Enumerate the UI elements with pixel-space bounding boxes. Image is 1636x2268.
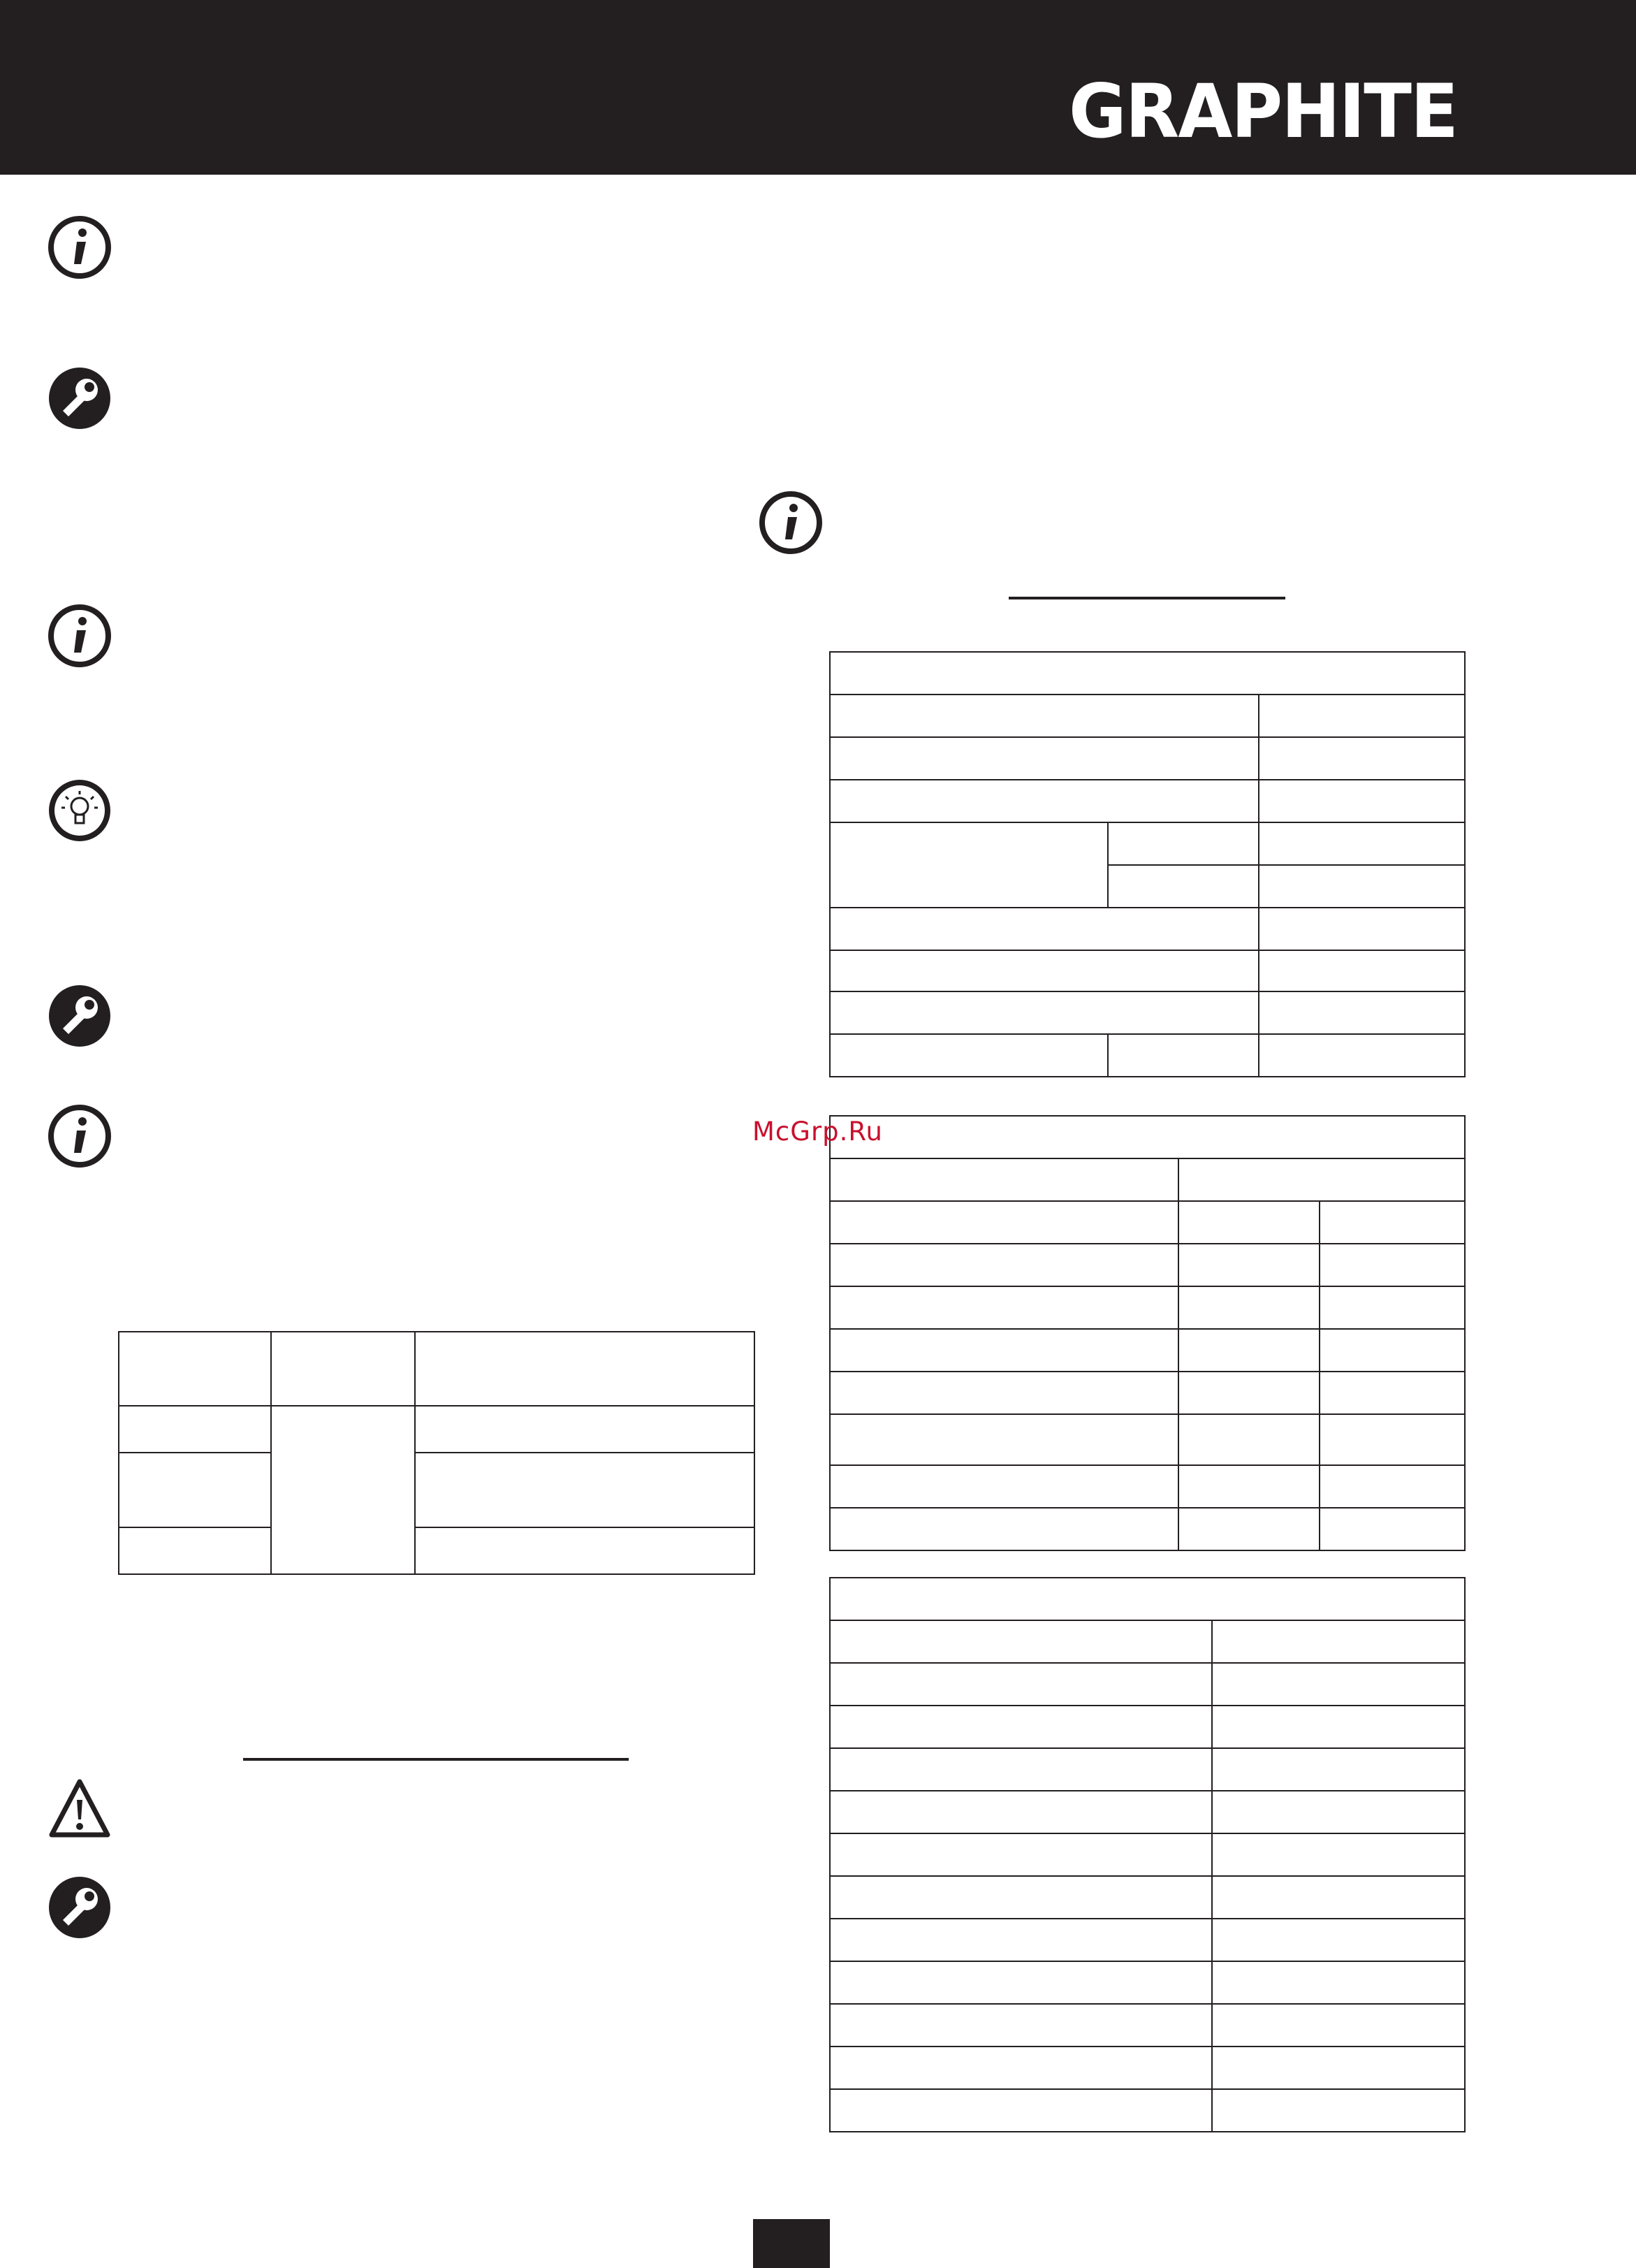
table-cell [830, 1286, 1178, 1329]
table-cell [830, 695, 1259, 737]
table-cell [1108, 822, 1259, 865]
table-cell [1212, 1791, 1465, 1833]
wrench-icon [48, 984, 112, 1048]
table-cell [830, 1372, 1178, 1414]
table-cell [1212, 1833, 1465, 1876]
table-cell [830, 1919, 1212, 1961]
table-cell [1259, 822, 1465, 865]
section-heading-rule [1009, 597, 1285, 599]
table-cell [271, 1332, 415, 1406]
table-cell [1320, 1465, 1465, 1508]
table-cell [415, 1406, 754, 1453]
table-cell [830, 1961, 1212, 2004]
wrench-icon [48, 1875, 112, 1940]
table-cell [1178, 1286, 1320, 1329]
table-cell [1212, 2047, 1465, 2089]
table-cell [1259, 865, 1465, 908]
table-cell [1178, 1201, 1320, 1244]
table-cell [830, 2004, 1212, 2047]
table-cell [830, 822, 1108, 908]
table-cell [830, 1116, 1465, 1158]
spec-table [829, 651, 1466, 1077]
table-cell [1212, 1748, 1465, 1791]
table-cell [830, 1244, 1178, 1286]
table-cell [1320, 1414, 1465, 1465]
table-cell [1212, 1876, 1465, 1919]
table-cell [830, 652, 1465, 695]
table-cell [830, 991, 1259, 1034]
parts-table [829, 1577, 1466, 2132]
table-cell [830, 780, 1259, 822]
table-cell [1108, 1034, 1259, 1077]
table-cell [830, 1620, 1212, 1663]
table-cell [119, 1527, 271, 1574]
table-cell [1178, 1508, 1320, 1550]
info-icon [48, 1104, 112, 1168]
table-cell [1259, 695, 1465, 737]
lightbulb-icon [48, 778, 112, 843]
table-cell [1212, 2089, 1465, 2132]
table-cell [1212, 1919, 1465, 1961]
table-cell [1320, 1372, 1465, 1414]
table-cell [1259, 1034, 1465, 1077]
table-cell [1320, 1286, 1465, 1329]
table-cell [830, 2089, 1212, 2132]
table-cell [830, 2047, 1212, 2089]
table-cell [830, 1748, 1212, 1791]
table-cell [830, 1791, 1212, 1833]
table-cell [1259, 908, 1465, 950]
table-cell [1178, 1465, 1320, 1508]
table-cell [830, 908, 1259, 950]
table-cell [830, 1465, 1178, 1508]
table-cell [830, 1706, 1212, 1748]
table-cell [1178, 1414, 1320, 1465]
info-icon [759, 490, 823, 555]
table-cell [271, 1406, 415, 1574]
table-cell [1212, 1620, 1465, 1663]
table-cell [830, 1414, 1178, 1465]
table-cell [1259, 950, 1465, 991]
table-cell [1320, 1244, 1465, 1286]
table-cell [830, 1578, 1465, 1620]
table-cell [1259, 780, 1465, 822]
table-cell [1212, 1961, 1465, 2004]
table-cell [1259, 991, 1465, 1034]
table-cell [830, 1329, 1178, 1372]
table-cell [1178, 1329, 1320, 1372]
logo-text: GRAPHITE [1069, 68, 1457, 154]
info-icon [48, 215, 112, 279]
table-cell [1320, 1508, 1465, 1550]
table-cell [830, 1663, 1212, 1706]
table-cell [1320, 1329, 1465, 1372]
table-cell [830, 1034, 1108, 1077]
table-cell [119, 1453, 271, 1527]
page-number-box [753, 2219, 830, 2268]
graphite-logo [1069, 68, 1460, 154]
table-cell [830, 1508, 1178, 1550]
table-cell [415, 1453, 754, 1527]
watermark-text: McGrp.Ru [752, 1117, 883, 1147]
table-cell [830, 1201, 1178, 1244]
left-table [118, 1331, 755, 1575]
table-cell [1259, 737, 1465, 780]
info-icon [48, 604, 112, 668]
table-cell [1212, 2004, 1465, 2047]
table-cell [1108, 865, 1259, 908]
table-cell [830, 1158, 1178, 1201]
wrench-icon [48, 366, 112, 430]
table-cell [415, 1332, 754, 1406]
table-cell [830, 737, 1259, 780]
warning-icon [48, 1776, 112, 1840]
table-cell [830, 950, 1259, 991]
table-cell [1212, 1706, 1465, 1748]
table-cell [415, 1527, 754, 1574]
table-cell [119, 1406, 271, 1453]
noise-table [829, 1115, 1466, 1551]
table-cell [1178, 1372, 1320, 1414]
table-cell [1320, 1201, 1465, 1244]
table-cell [830, 1876, 1212, 1919]
table-cell [1212, 1663, 1465, 1706]
table-cell [830, 1833, 1212, 1876]
table-cell [1178, 1158, 1465, 1201]
table-cell [1178, 1244, 1320, 1286]
table-cell [119, 1332, 271, 1406]
section-heading-rule [243, 1758, 629, 1761]
header-bar [0, 0, 1636, 175]
